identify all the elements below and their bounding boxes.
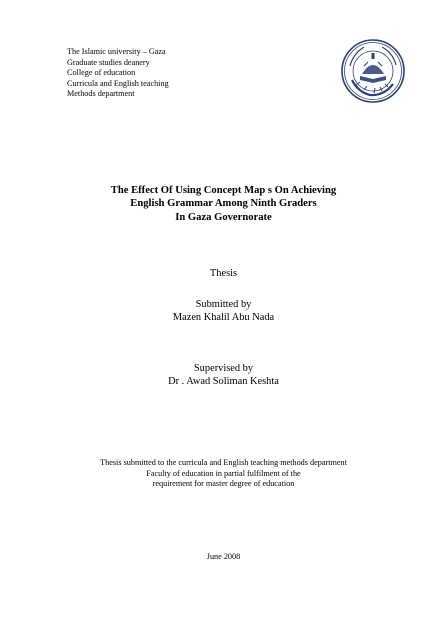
title-line-3: In Gaza Governorate xyxy=(175,211,272,223)
header-line-department: Methods department xyxy=(67,89,135,99)
statement-line-2: Faculty of education in partial fulfilment of the xyxy=(146,468,301,478)
thesis-title xyxy=(0,184,447,224)
statement-line-3: requirement for master degree of education xyxy=(152,479,295,489)
submission-date: June 2008 xyxy=(206,552,241,561)
submission-statement xyxy=(0,458,447,490)
header-line-college: College of education xyxy=(67,68,136,78)
submitted-by-block xyxy=(0,299,447,325)
supervised-by-block xyxy=(0,363,447,389)
header-line-curricula: Curricula and English teaching xyxy=(67,78,169,88)
statement-line-1: Thesis submitted to the curricula and English teaching methods department xyxy=(100,458,347,467)
header-line-deanery: Graduate studies deanery xyxy=(67,57,150,67)
document-type: Thesis xyxy=(209,268,238,279)
submitted-by-label: Submitted by xyxy=(195,299,252,310)
title-line-1: The Effect Of Using Concept Map s On Achieving xyxy=(110,185,337,196)
title-line-2: English Grammar Among Ninth Graders xyxy=(130,198,317,210)
university-seal-icon xyxy=(340,38,406,104)
institution-header xyxy=(67,47,169,100)
supervised-by-label: Supervised by xyxy=(193,363,254,374)
header-line-university: The Islamic university – Gaza xyxy=(67,47,166,56)
author-name: Mazen Khalil Abu Nada xyxy=(172,311,275,323)
supervisor-name: Dr . Awad Soliman Keshta xyxy=(168,375,279,387)
